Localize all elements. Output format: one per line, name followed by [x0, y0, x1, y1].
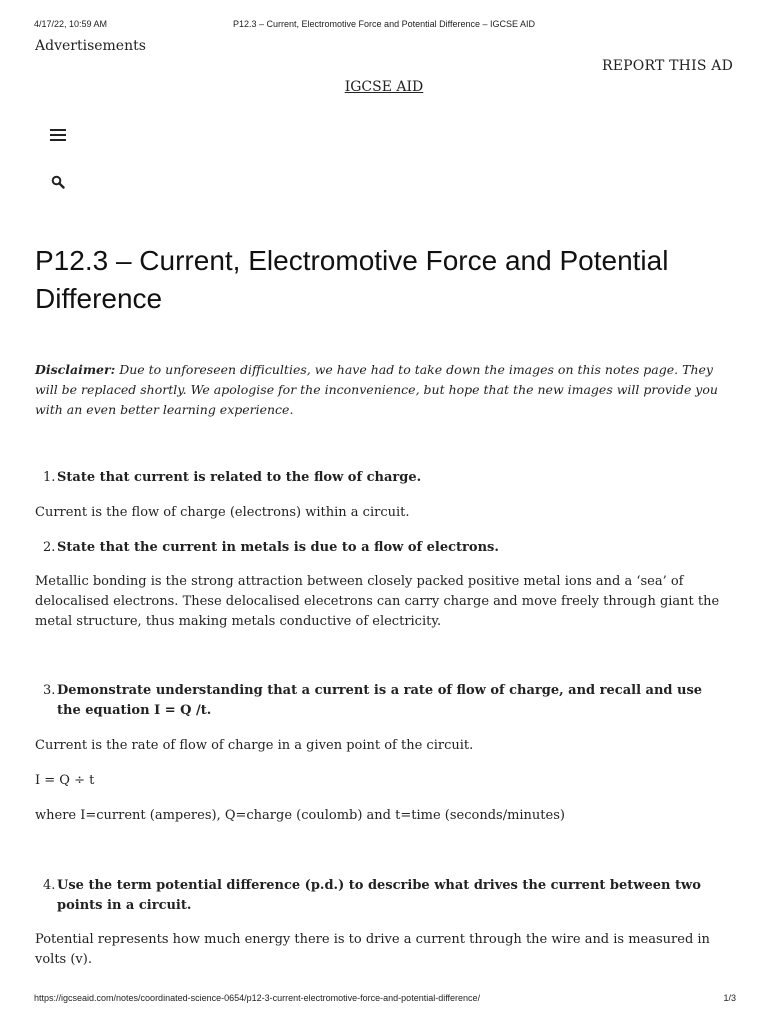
section-heading-text: State that the current in metals is due to a flow of electrons.: [57, 540, 499, 555]
site-title-link[interactable]: IGCSE AID: [344, 79, 424, 95]
section-number: 1.: [43, 470, 56, 485]
section-number: 3.: [43, 683, 56, 698]
page-title: P12.3 – Current, Electromotive Force and Potential Difference: [35, 245, 669, 314]
advertisements-label: Advertisements: [35, 38, 146, 54]
print-datetime: 4/17/22, 10:59 AM: [34, 19, 108, 29]
section-heading: [35, 468, 725, 488]
section-paragraph: where I=current (amperes), Q=charge (coulomb) and t=time (seconds/minutes): [35, 808, 565, 823]
article-content: [35, 360, 735, 967]
section-heading-text: Demonstrate understanding that a current is a rate of flow of charge, and recall and use the equation I = Q /t.: [57, 683, 703, 718]
print-footer: [0, 993, 768, 1007]
section-number: 4.: [43, 878, 56, 893]
section-paragraph: Potential represents how much energy there is to drive a current through the wire and is measured in volts (v).: [35, 932, 710, 967]
menu-icon[interactable]: [50, 129, 66, 142]
equation: I = Q ÷ t: [35, 773, 95, 788]
section-heading: [35, 538, 725, 558]
print-page-title: P12.3 – Current, Electromotive Force and Potential Difference – IGCSE AID: [233, 19, 535, 29]
section-paragraph: Current is the flow of charge (electrons) within a circuit.: [35, 505, 410, 520]
section-heading-text: State that current is related to the flow of charge.: [57, 470, 422, 485]
print-url: https://igcseaid.com/notes/coordinated-science-0654/p12-3-current-electromotive-force-and-potential-difference/: [34, 993, 481, 1003]
section-paragraph: Metallic bonding is the strong attraction between closely packed positive metal ions and a ‘sea’ of delocalised electrons. These delocalised elecetrons can carry charge and move freely through giant the metal structure, thus making metals conductive of electricity.: [35, 574, 720, 629]
print-header: [0, 19, 768, 33]
section-number: 2.: [43, 540, 56, 555]
section-heading-text: Use the term potential difference (p.d.) to describe what drives the current between two points in a circuit.: [57, 878, 701, 913]
section-heading: [35, 681, 725, 721]
section-heading: [35, 876, 725, 916]
print-page-number: 1/3: [723, 993, 736, 1003]
search-icon[interactable]: [51, 174, 65, 188]
section-paragraph: Current is the rate of flow of charge in a given point of the circuit.: [35, 738, 474, 753]
disclaimer-text: Due to unforeseen difficulties, we have had to take down the images on this notes page. They will be replaced shortly. We apologise for the inconvenience, but hope that the new images will provide you with an even better learning experience.: [35, 362, 718, 417]
report-ad-link[interactable]: REPORT THIS AD: [602, 58, 733, 74]
disclaimer: [35, 360, 735, 420]
site-title: [0, 79, 768, 95]
disclaimer-label: Disclaimer:: [35, 362, 116, 377]
